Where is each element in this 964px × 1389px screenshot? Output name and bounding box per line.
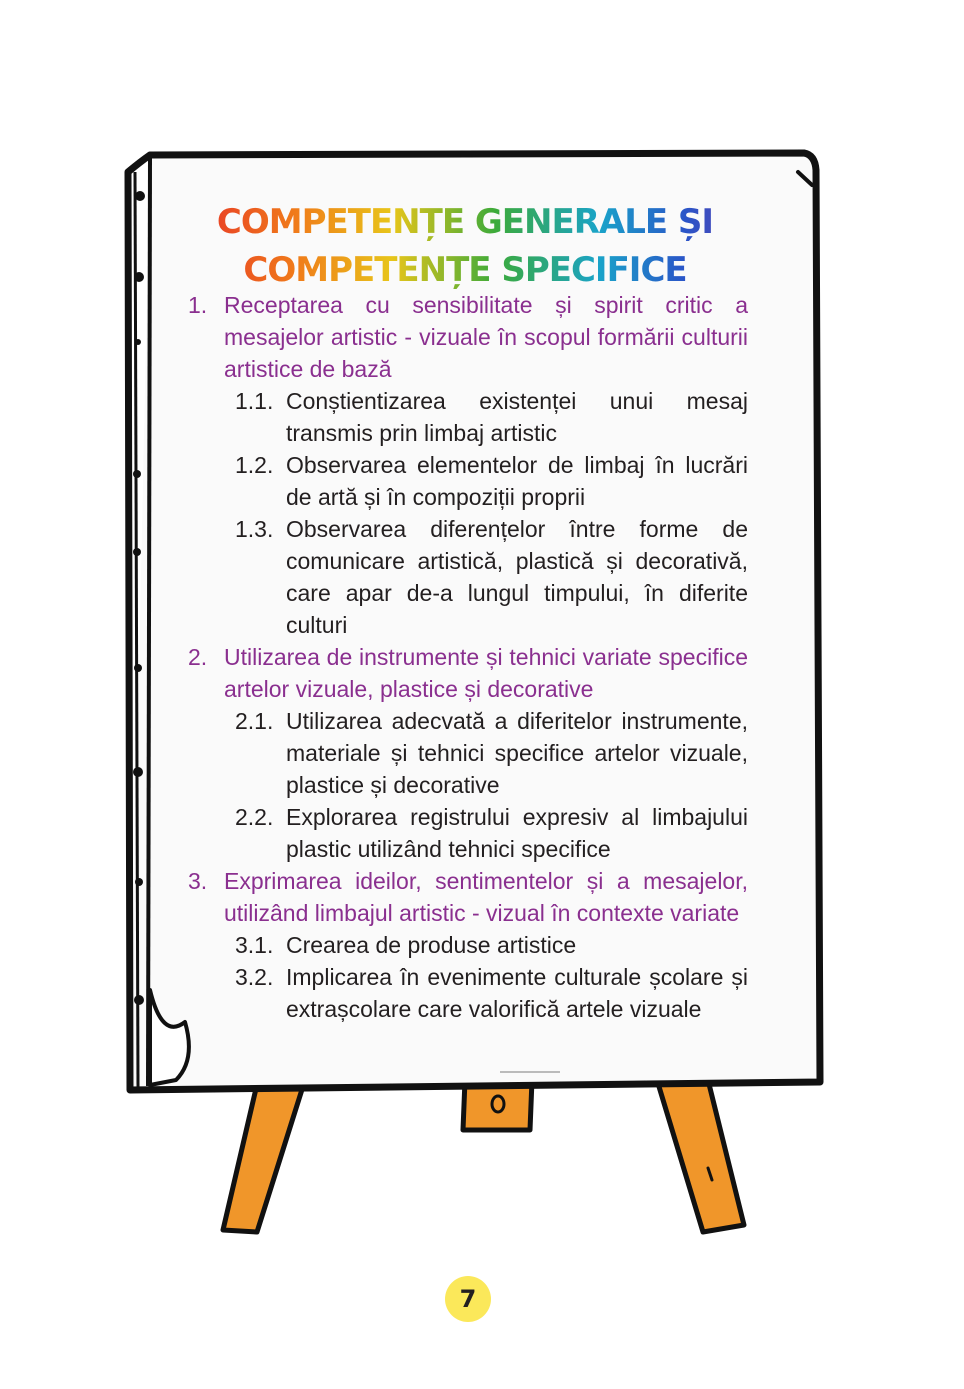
competence-number: 3.1. [235, 932, 274, 958]
competence-number: 3. [188, 868, 208, 894]
competence-text: Utilizarea adecvată a diferitelor instrumente, materiale și tehnici specifice artelor vizuale, plastice și decorative [286, 708, 748, 798]
competence-text: Explorarea registrului expresiv al limbajului plastic utilizând tehnici specifice [286, 804, 748, 862]
page-number: 7 [445, 1276, 491, 1322]
competence-text: Receptarea cu sensibilitate și spirit critic a mesajelor artistic - vizuale în scopul formării culturii artistice de bază [224, 292, 748, 382]
competence-number: 1. [188, 292, 208, 318]
competence-text: Observarea elementelor de limbaj în lucrări de artă și în compoziții proprii [286, 452, 748, 510]
competence-text: Conștientizarea existenței unui mesaj transmis prin limbaj artistic [286, 388, 748, 446]
title-line-1: COMPETENȚE GENERALE ȘI [160, 198, 770, 246]
competence-text: Implicarea în evenimente culturale școlare și extrașcolare care valorifică artele vizuale [286, 964, 748, 1022]
competence-number: 1.2. [235, 452, 274, 478]
competence-number: 2.1. [235, 708, 274, 734]
competence-text: Observarea diferențelor între forme de comunicare artistică, plastică și decorativă, care apar de-a lungul timpului, în diferite culturi [286, 516, 748, 638]
competence-text: Crearea de produse artistice [286, 932, 577, 958]
title-line-2: COMPETENȚE SPECIFICE [160, 246, 770, 294]
competence-text: Utilizarea de instrumente și tehnici variate specifice artelor vizuale, plastice și decorative [224, 644, 748, 702]
competence-number: 2.2. [235, 804, 274, 830]
competence-number: 1.3. [235, 516, 274, 542]
competence-text: Exprimarea ideilor, sentimentelor și a mesajelor, utilizând limbajul artistic - vizual în contexte variate [224, 868, 748, 926]
competence-number: 3.2. [235, 964, 274, 990]
competence-number: 1.1. [235, 388, 274, 414]
competence-number: 2. [188, 644, 208, 670]
